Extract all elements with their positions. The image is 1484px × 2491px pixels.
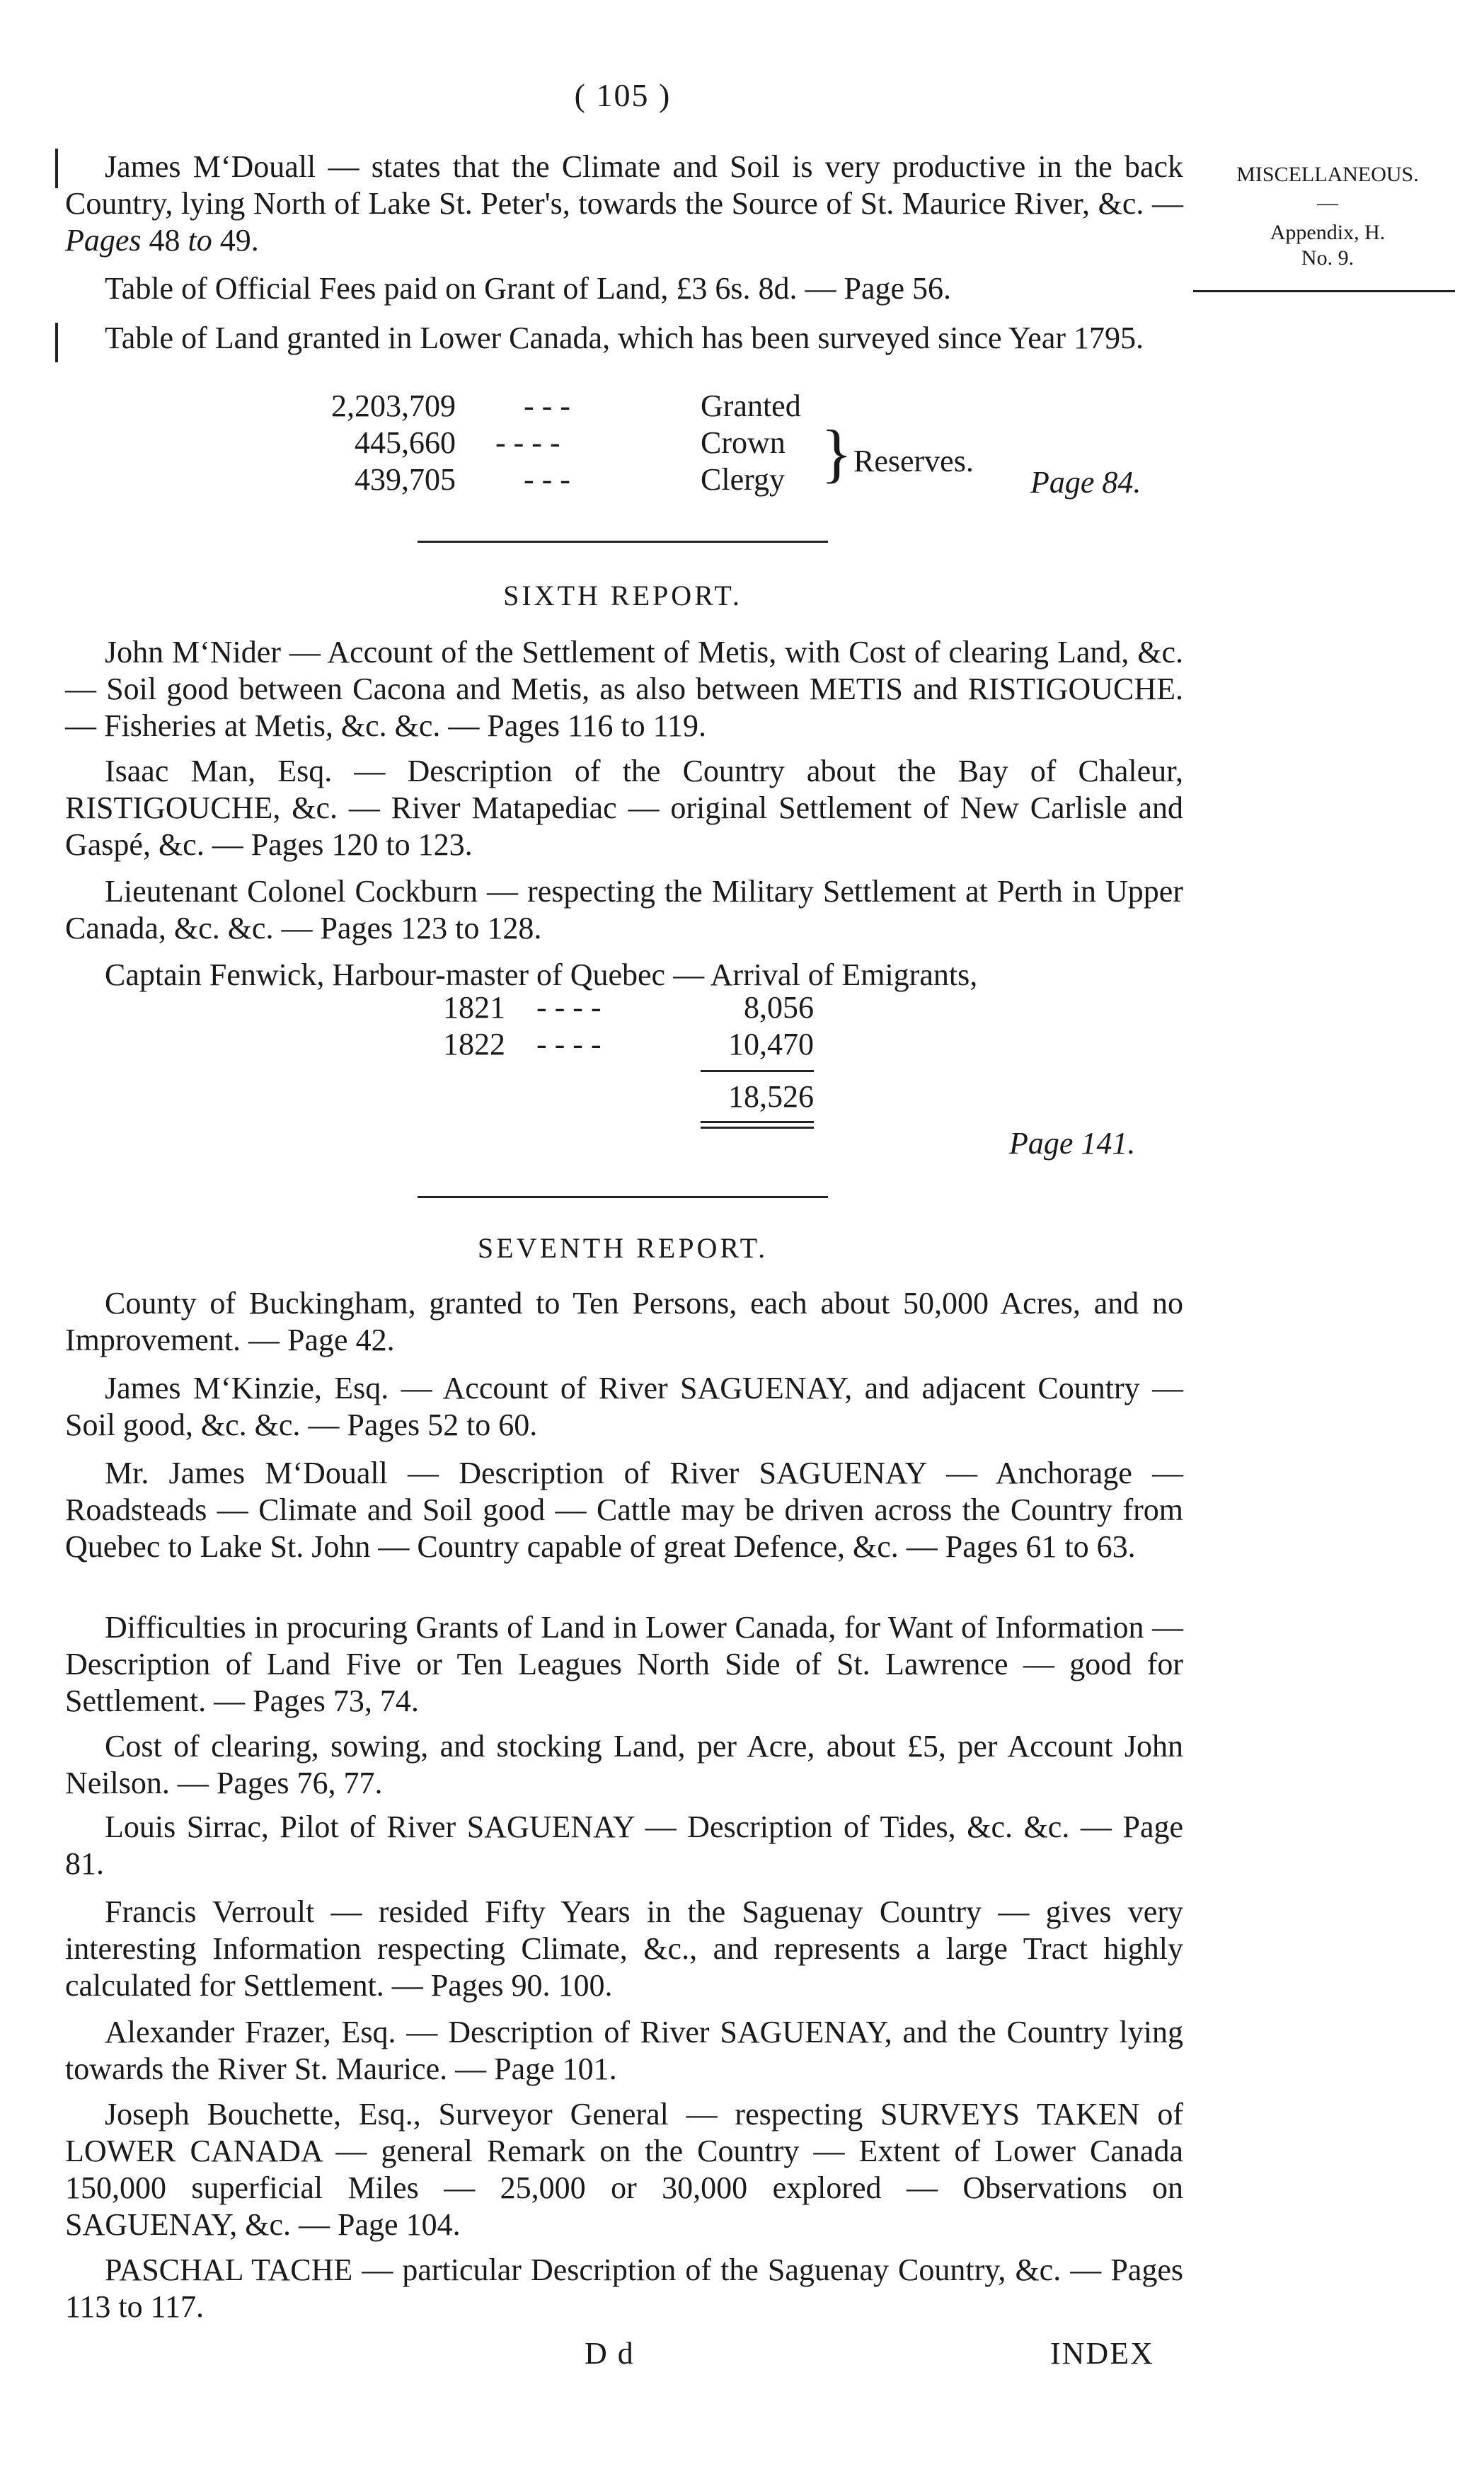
catchword: INDEX [1050, 2336, 1154, 2371]
entry-text: Table of Official Fees paid on Grant of Land, £3 6s. 8d. — Page 56. [105, 271, 952, 306]
emigrant-count: 8,056 [744, 990, 814, 1025]
entry-text: Isaac Man, Esq. — Description of the Country about the Bay of Chaleur, RISTIGOUCHE, &c. — River Matapediac — original Settlement of New Carlisle and Gaspé, &c. — Pages 120 to 123. [65, 754, 1183, 862]
entry-text: Table of Land granted in Lower Canada, which has been surveyed since Year 1795. [105, 321, 1144, 355]
emigrant-count: 10,470 [728, 1027, 814, 1062]
entry-text: Lieutenant Colonel Cockburn — respecting the Military Settlement at Perth in Upper Canada, &c. &c. — Pages 123 to 128. [65, 874, 1183, 945]
land-label: Granted [701, 389, 801, 423]
entry-isaac-man [65, 753, 1183, 863]
entry-text: James M‘Douall — states that the Climate and Soil is very productive in the back Country, lying North of Lake St. Peter's, towards the Source of St. Maurice River, &c. — [65, 149, 1183, 221]
emigrant-total: 18,526 [728, 1079, 814, 1114]
entry-sirrac [65, 1809, 1183, 1882]
reserves-label: Reserves. [853, 444, 974, 478]
sixth-report-heading: SIXTH REPORT. [503, 580, 742, 611]
entry-text: James M‘Kinzie, Esq. — Account of River SAGUENAY, and adjacent Country — Soil good, &c. &c. — Pages 52 to 60. [65, 1371, 1183, 1442]
entry-text: Alexander Frazer, Esq. — Description of River SAGUENAY, and the Country lying towards the River St. Maurice. — Page 101. [65, 2015, 1183, 2086]
entry-text: Captain Fenwick, Harbour-master of Quebec — Arrival of Emigrants, [105, 957, 978, 992]
double-rule [701, 1127, 814, 1129]
entry-text: Louis Sirrac, Pilot of River SAGUENAY — Description of Tides, &c. &c. — Page 81. [65, 1810, 1183, 1881]
land-dashes: - - - [524, 462, 570, 497]
entry-frazer [65, 2014, 1183, 2088]
entry-official-fees [65, 270, 1183, 307]
sidebar-number: No. 9. [1301, 246, 1354, 270]
emigrant-year: 1821 [443, 990, 505, 1025]
land-dashes: - - - - [495, 425, 560, 460]
entry-mcnider [65, 634, 1183, 744]
entry-fenwick [65, 957, 1183, 994]
entry-cockburn [65, 873, 1183, 947]
emigrant-dashes: - - - - [536, 990, 602, 1025]
section-rule [418, 1196, 828, 1198]
margin-mark [55, 149, 58, 188]
entry-verroult [65, 1894, 1183, 2004]
land-value: 2,203,709 [331, 389, 456, 423]
double-rule [701, 1121, 814, 1123]
reserves-brace: } [821, 417, 853, 489]
entry-difficulties [65, 1609, 1183, 1720]
signature-mark: D d [585, 2336, 635, 2371]
entry-mckinzie [65, 1370, 1183, 1444]
entry-text: Difficulties in procuring Grants of Land in Lower Canada, for Want of Information — Description of Land Five or Ten Leagues North Side of St. Lawrence — good for Settlement. — Pages 73, 74. [65, 1610, 1183, 1718]
entry-text: Joseph Bouchette, Esq., Surveyor General — respecting SURVEYS TAKEN of LOWER CANADA — general Remark on the Country — Extent of Lower Canada 150,000 superficial Miles — 25,000 or 30,000 explored — Observations on SAGUENAY, &c. — Page 104. [65, 2097, 1183, 2242]
sum-rule [701, 1070, 814, 1072]
land-label: Crown [701, 425, 786, 460]
entry-text: PASCHAL TACHE — particular Description of the Saguenay Country, &c. — Pages 113 to 117. [65, 2253, 1183, 2324]
emigrant-year: 1822 [443, 1027, 505, 1062]
sidebar-section: MISCELLANEOUS. [1236, 163, 1419, 186]
entry-cost-clearing [65, 1728, 1183, 1802]
page-number: ( 105 ) [574, 77, 672, 113]
emigrant-dashes: - - - - [536, 1027, 602, 1062]
entry-text: Mr. James M‘Douall — Description of River SAGUENAY — Anchorage — Roadsteads — Climate and Soil good — Cattle may be driven across the Country from Quebec to Lake St. John — Country capable of great Defence, &c. — Pages 61 to 63. [65, 1456, 1183, 1564]
seventh-report-heading: SEVENTH REPORT. [477, 1232, 769, 1264]
entry-text: John M‘Nider — Account of the Settlement of Metis, with Cost of clearing Land, &c. — Soil good between Cacona and Metis, as also between METIS and RISTIGOUCHE. — Fisheries at Metis, &c. &c. — Pages 116 to 119. [65, 635, 1183, 743]
entry-text: County of Buckingham, granted to Ten Persons, each about 50,000 Acres, and no Improvement. — Page 42. [65, 1286, 1183, 1357]
sidebar-appendix: Appendix, H. [1270, 221, 1386, 244]
margin-mark [55, 323, 58, 362]
emigrant-page-ref: Page 141. [1009, 1126, 1136, 1161]
entry-text: Cost of clearing, sowing, and stocking Land, per Acre, about £5, per Account John Neilson. — Pages 76, 77. [65, 1729, 1183, 1800]
entry-text: Francis Verroult — resided Fifty Years in the Saguenay Country — gives very interesting Information respecting Climate, &c., and represents a large Tract highly calculated for Settlement. — Pages 90. 100. [65, 1894, 1183, 2003]
land-label: Clergy [701, 462, 785, 497]
sidebar-rule [1193, 290, 1455, 292]
land-value: 439,705 [355, 462, 456, 497]
entry-mcdouall: James M‘Douall — states that the Climate and Soil is very productive in the back Country, lying North of Lake St. Peter's, towards the Source of St. Maurice River, &c. — Pages 48 to 49. [65, 149, 1183, 258]
entry-buckingham [65, 1285, 1183, 1359]
entry-bouchette [65, 2096, 1183, 2243]
land-dashes: - - - [524, 389, 570, 423]
land-page-ref: Page 84. [1030, 465, 1141, 500]
entry-tache [65, 2252, 1183, 2325]
entry-land-granted [65, 320, 1183, 357]
sidebar-dash: — [1317, 191, 1338, 214]
land-value: 445,660 [355, 425, 456, 460]
section-rule [418, 541, 828, 543]
entry-mcdouall-saguenay [65, 1455, 1183, 1565]
